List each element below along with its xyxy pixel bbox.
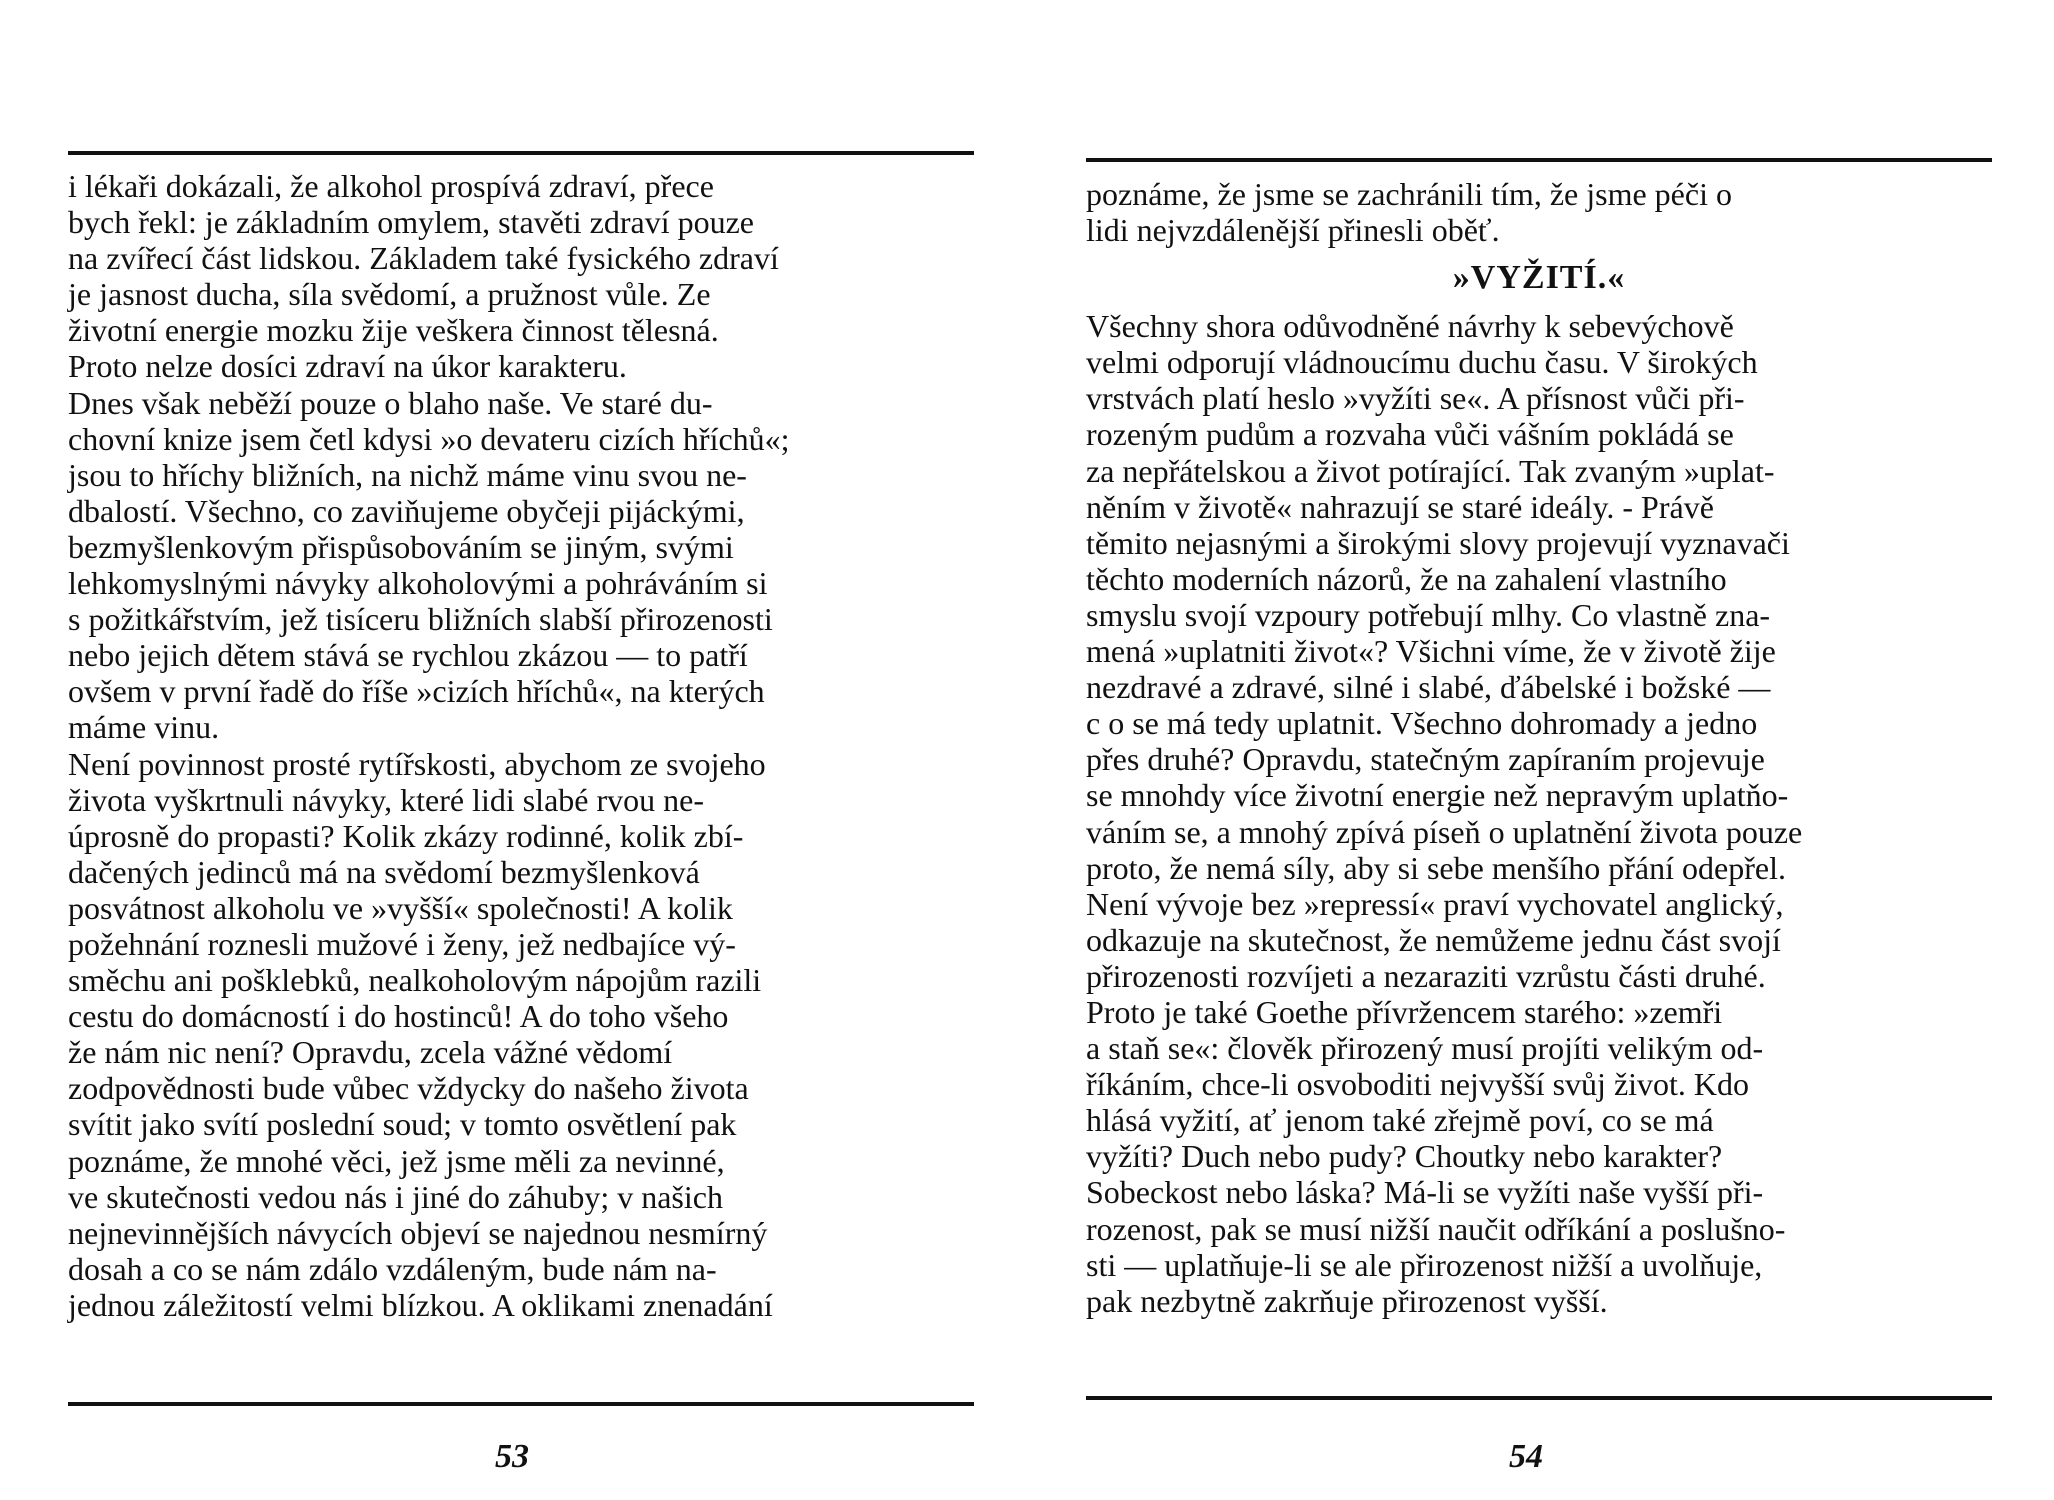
text-line: nebo jejich dětem stává se rychlou zkázou — to patří [68,637,748,674]
top-rule [68,151,974,155]
text-line: Všechny shora odůvodněné návrhy k sebevýchově [1086,308,1734,345]
text-line: života vyškrtnuli návyky, které lidi slabé rvou ne- [68,781,704,818]
text-line: rozeným pudům a rozvaha vůči vášním pokládá se [1086,416,1734,453]
text-line: lehkomyslnými návyky alkoholovými a pohráváním si [68,565,768,602]
text-line: sti — uplatňuje-li se ale přirozenost nižší a uvolňuje, [1086,1246,1763,1283]
text-line: říkáním, chce-li osvoboditi nejvyšší svůj život. Kdo [1086,1066,1750,1103]
text-line: úprosně do propasti? Kolik zkázy rodinné, kolik zbí- [68,817,744,854]
left-page-body [68,168,974,1323]
bottom-rule [68,1402,974,1406]
text-line: rozenost, pak se musí nižší naučit odříkání a poslušno- [1086,1210,1786,1247]
text-line: pak nezbytně zakrňuje přirozenost vyšší. [1086,1282,1608,1319]
text-line: máme vinu. [68,709,220,746]
text-line: a staň se«: člověk přirozený musí projíti velikým od- [1086,1030,1764,1067]
text-line: něním v životě« nahrazují se staré ideály. - Právě [1086,488,1714,525]
text-line: přirozenosti rozvíjeti a nezaraziti vzrůstu části druhé. [1086,957,1766,994]
text-line: Sobeckost nebo láska? Má-li se vyžíti naše vyšší při- [1086,1174,1764,1211]
text-line: Není vývoje bez »repressí« praví vychovatel anglický, [1086,885,1784,922]
text-line: bezmyšlenkovým přispůsobováním se jiným, svými [68,528,734,565]
text-line: smyslu svojí vzpoury potřebují mlhy. Co vlastně zna- [1086,596,1771,633]
text-line: životní energie mozku žije veškera činnost tělesná. [68,312,719,349]
text-line: velmi odporují vládnoucímu duchu času. V širokých [1086,344,1758,381]
text-line: nejnevinnějších návycích objeví se najednou nesmírný [68,1214,768,1251]
text-line: poznáme, že mnohé věci, jež jsme měli za nevinné, [68,1142,725,1179]
text-line: Není povinnost prosté rytířskosti, abychom ze svojeho [68,745,766,782]
text-line: hlásá vyžití, ať jenom také zřejmě poví, co se má [1086,1102,1714,1139]
bottom-rule [1086,1396,1992,1400]
text-line: na zvířecí část lidskou. Základem také fysického zdraví [68,240,779,277]
text-line: c o se má tedy uplatnit. Všechno dohromady a jedno [1086,705,1758,742]
text-line: se mnohdy více životní energie než nepravým uplatňo- [1086,777,1789,814]
text-line: chovní knize jsem četl kdysi »o devateru cizích hříchů«; [68,420,790,457]
text-line: za nepřátelskou a život potírající. Tak zvaným »uplat- [1086,452,1775,489]
text-line: bych řekl: je základním omylem, stavěti zdraví pouze [68,204,754,241]
text-line: Proto je také Goethe přívržencem starého: »zemři [1086,993,1723,1030]
text-line: poznáme, že jsme se zachránili tím, že jsme péči o [1086,176,1732,212]
text-line: Dnes však neběží pouze o blaho naše. Ve staré du- [68,384,713,421]
text-line: cestu do domácností i do hostinců! A do toho všeho [68,998,729,1035]
text-line: těchto moderních názorů, že na zahalení vlastního [1086,560,1727,597]
text-line: těmito nejasnými a širokými slovy projevují vyznavači [1086,524,1790,561]
text-line: lidi nejvzdálenější přinesli oběť. [1086,212,1500,249]
text-line: i lékaři dokázali, že alkohol prospívá zdraví, přece [68,168,714,204]
text-line: požehnání roznesli mužové i ženy, jež nedbajíce vý- [68,925,736,962]
text-line: nezdravé a zdravé, silné i slabé, ďábelské i božské — [1086,669,1771,706]
text-line: dosah a co se nám zdálo vzdáleným, bude nám na- [68,1250,717,1287]
text-line: váním se, a mnohý zpívá píseň o uplatnění života pouze [1086,813,1803,850]
text-line: mená »uplatniti život«? Všichni víme, že v životě žije [1086,633,1776,670]
section-heading: »VYŽITÍ.« [1452,259,1626,297]
text-line: ve skutečnosti vedou nás i jiné do záhuby; v našich [68,1178,723,1215]
text-line: jednou záležitostí velmi blízkou. A oklikami znenadání [68,1286,773,1323]
top-rule [1086,158,1992,162]
text-line: Proto nelze dosíci zdraví na úkor karakteru. [68,348,627,385]
text-line: dbalostí. Všechno, co zaviňujeme obyčeji pijáckými, [68,492,745,529]
text-line: přes druhé? Opravdu, statečným zapíraním projevuje [1086,741,1765,778]
page-number: 54 [1509,1438,1543,1475]
text-line: svítit jako svítí poslední soud; v tomto osvětlení pak [68,1106,737,1143]
text-line: je jasnost ducha, síla svědomí, a pružnost vůle. Ze [68,276,711,313]
text-line: odkazuje na skutečnost, že nemůžeme jednu část svojí [1086,921,1781,958]
text-line: jsou to hříchy bližních, na nichž máme vinu svou ne- [68,456,747,493]
text-line: proto, že nemá síly, aby si sebe menšího přání odepřel. [1086,849,1786,886]
text-line: že nám nic není? Opravdu, zcela vážné vědomí [68,1034,673,1071]
text-line: s požitkářstvím, jež tisíceru bližních slabší přirozenosti [68,601,773,638]
text-line: vyžíti? Duch nebo pudy? Choutky nebo karakter? [1086,1138,1723,1175]
text-line: posvátnost alkoholu ve »vyšší« společnosti! A kolik [68,889,733,926]
text-line: zodpovědnosti bude vůbec vždycky do našeho života [68,1070,749,1107]
page-number: 53 [495,1438,529,1475]
text-line: dačených jedinců má na svědomí bezmyšlenková [68,853,700,890]
right-page-body [1086,176,1992,1319]
text-line: vrstvách platí heslo »vyžíti se«. A přísnost vůči při- [1086,380,1745,417]
text-line: ovšem v první řadě do říše »cizích hříchů«, na kterých [68,673,765,710]
text-line: směchu ani pošklebků, nealkoholovým nápojům razili [68,962,762,999]
